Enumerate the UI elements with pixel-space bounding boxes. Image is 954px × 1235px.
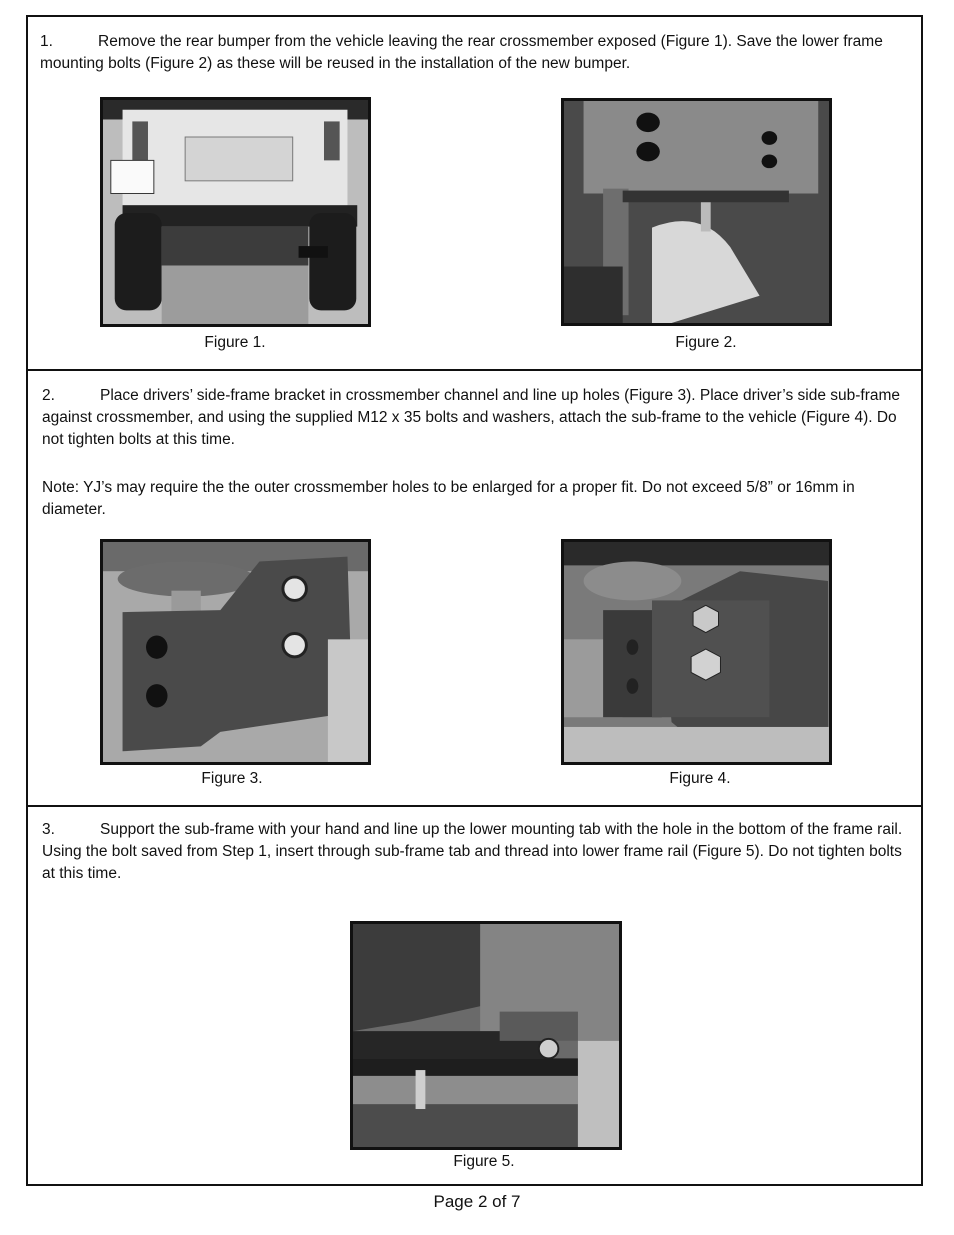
step-note: Note: YJ’s may require the the outer crossmember holes to be enlarged for a proper fit. Do not exceed 5/8” or 16mm in diameter. — [42, 479, 855, 518]
step-instructions: Support the sub-frame with your hand and line up the lower mounting tab with the hole in the bottom of the frame rail. Using the bolt saved from Step 1, insert through sub-frame tab and thread into lower frame rail (Figure 5). Do not tighten bolts at this time. — [42, 821, 903, 882]
figure-caption: Figure 5. — [453, 1153, 515, 1170]
section-divider — [28, 805, 921, 807]
figure-caption: Figure 1. — [204, 334, 266, 351]
step-2-text — [42, 385, 913, 451]
step-number: 1. — [40, 33, 53, 50]
figure-caption: Figure 2. — [675, 334, 737, 351]
step-number: 3. — [42, 821, 55, 838]
page-number: Page 2 of 7 — [433, 1192, 521, 1211]
figure-caption: Figure 4. — [669, 770, 731, 787]
figure-caption: Figure 3. — [201, 770, 263, 787]
step-instructions: Remove the rear bumper from the vehicle leaving the rear crossmember exposed (Figure 1). Save the lower frame mounting bolts (Figure 2) as these will be reused in the installation of the new bumper. — [40, 33, 883, 72]
step-1-text — [40, 31, 913, 75]
lower-mounting-tab-photo — [350, 921, 622, 1150]
jeep-rear-bumper-photo — [100, 97, 371, 327]
step-number: 2. — [42, 387, 55, 404]
hand-removing-bolt-photo — [561, 98, 832, 326]
instructions-frame — [26, 15, 923, 1186]
side-frame-bracket-photo — [100, 539, 371, 765]
step-3-text — [42, 819, 913, 885]
section-divider — [28, 369, 921, 371]
step-instructions: Place drivers’ side-frame bracket in crossmember channel and line up holes (Figure 3). Place driver’s side sub-frame against crossmember, and using the supplied M12 x 35 bolts and washers, attach the sub-frame to the vehicle (Figure 4). Do not tighten bolts at this time. — [42, 387, 901, 448]
sub-frame-bolted-photo — [561, 539, 832, 765]
